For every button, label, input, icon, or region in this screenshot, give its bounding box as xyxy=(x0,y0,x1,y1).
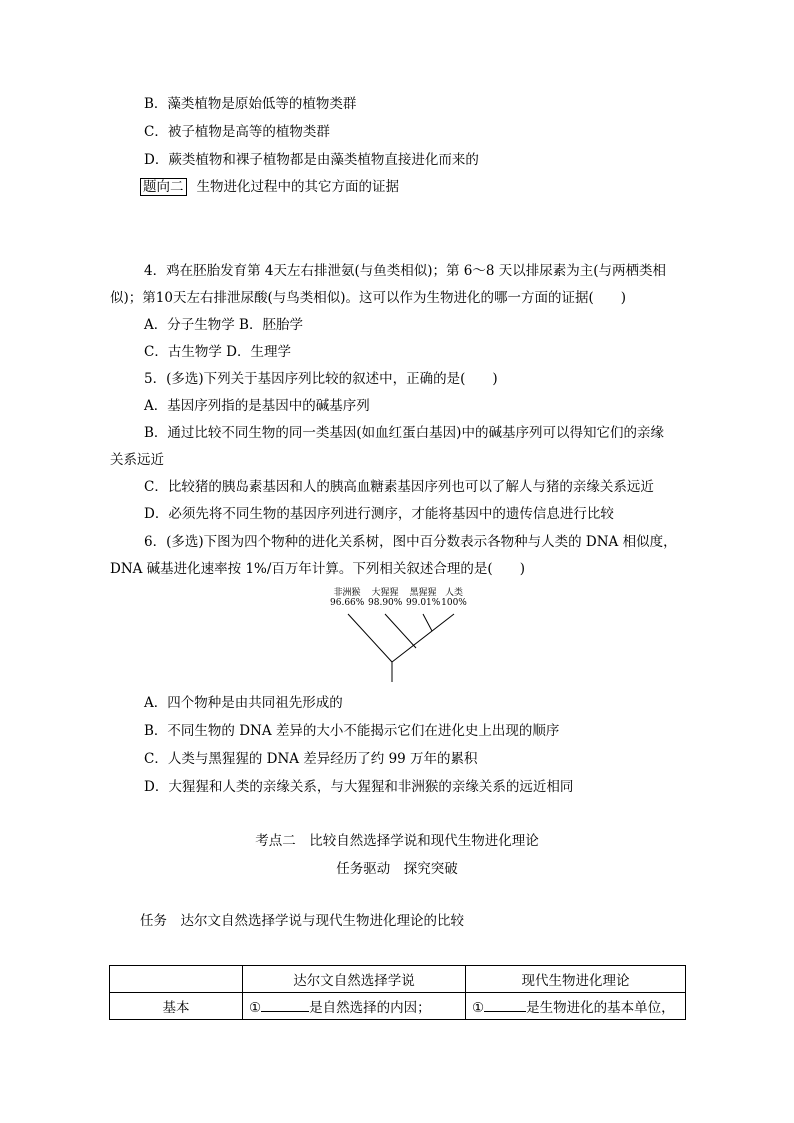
q4-options-ab: A．分子生物学 B．胚胎学 xyxy=(144,317,303,333)
fill-in-blank[interactable] xyxy=(484,999,526,1012)
q6-option-b: B．不同生物的 DNA 差异的大小不能揭示它们在进化史上出现的顺序 xyxy=(144,723,560,739)
q6-stem-line1: 6．(多选)下图为四个物种的进化关系树，图中百分数表示各物种与人类的 DNA 相似度， xyxy=(144,534,677,550)
table-cell-modern: ① 是生物进化的基本单位， xyxy=(466,993,686,1020)
evolution-tree-diagram xyxy=(328,584,468,684)
q5-option-b-line1: B．通过比较不同生物的同一类基因(如血红蛋白基因)中的碱基序列可以得知它们的亲缘 xyxy=(144,425,664,441)
q4-options-cd: C．古生物学 D．生理学 xyxy=(144,344,291,360)
tree-label-gorilla: 大猩猩 98.90% xyxy=(368,588,403,608)
tree-label-human: 人类 100% xyxy=(441,588,467,608)
branch-gorilla xyxy=(385,614,416,648)
q6-option-a: A．四个物种是由共同祖先形成的 xyxy=(144,695,343,711)
table-header-row xyxy=(110,966,686,993)
q3-option-d: D．蕨类植物和裸子植物都是由藻类植物直接进化而来的 xyxy=(144,152,479,168)
tree-label-chimpanzee: 黑猩猩 99.01% xyxy=(406,588,441,608)
branch-human xyxy=(392,614,454,662)
table-header-modern: 现代生物进化理论 xyxy=(466,966,686,993)
tree-label-african-monkey: 非洲猴 96.66% xyxy=(330,588,365,608)
q6-stem-line2: DNA 碱基进化速率按 1%/百万年计算。下列相关叙述合理的是( ) xyxy=(110,561,525,577)
q5-option-b-line2: 关系远近 xyxy=(110,452,164,468)
task-label: 任务 达尔文自然选择学说与现代生物进化理论的比较 xyxy=(140,913,464,929)
q5-stem: 5．(多选)下列关于基因序列比较的叙述中，正确的是( ) xyxy=(144,371,498,387)
comparison-table xyxy=(109,965,686,1020)
q4-stem-line2: 似)；第10天左右排泄尿酸(与鸟类相似)。这可以作为生物进化的哪一方面的证据( ) xyxy=(110,290,627,306)
fill-in-blank[interactable] xyxy=(261,999,309,1012)
q4-stem-line1: 4．鸡在胚胎发育第 4天左右排泄氨(与鱼类相似)；第 6～8 天以排尿素为主(与两栖类相 xyxy=(144,263,667,279)
direction-heading xyxy=(140,178,399,196)
kaodian-subtitle: 任务驱动 探究突破 xyxy=(336,861,458,877)
direction-title: 生物进化过程中的其它方面的证据 xyxy=(196,179,399,195)
table-header-darwin: 达尔文自然选择学说 xyxy=(243,966,466,993)
table-cell-darwin: ① 是自然选择的内因； xyxy=(243,993,466,1020)
kaodian-title: 考点二 比较自然选择学说和现代生物进化理论 xyxy=(255,833,539,849)
branch-chimpanzee xyxy=(423,614,432,631)
q5-option-c: C．比较猪的胰岛素基因和人的胰高血糖素基因序列也可以了解人与猪的亲缘关系远近 xyxy=(144,479,654,495)
q3-option-b: B．藻类植物是原始低等的植物类群 xyxy=(144,96,357,112)
tree-branches xyxy=(328,584,468,684)
q3-option-c: C．被子植物是高等的植物类群 xyxy=(144,124,330,140)
q5-option-a: A．基因序列指的是基因中的碱基序列 xyxy=(144,398,370,414)
q5-option-d: D．必须先将不同生物的基因序列进行测序，才能将基因中的遗传信息进行比较 xyxy=(144,506,614,522)
direction-tag: 题向二 xyxy=(140,178,187,196)
table-row xyxy=(110,993,686,1020)
q6-option-c: C．人类与黑猩猩的 DNA 差异经历了约 99 万年的累积 xyxy=(144,751,478,767)
q6-option-d: D．大猩猩和人类的亲缘关系，与大猩猩和非洲猴的亲缘关系的远近相同 xyxy=(144,779,574,795)
table-header-empty xyxy=(110,966,243,993)
table-row-label: 基本 xyxy=(110,993,243,1020)
branch-african-monkey xyxy=(348,614,392,662)
